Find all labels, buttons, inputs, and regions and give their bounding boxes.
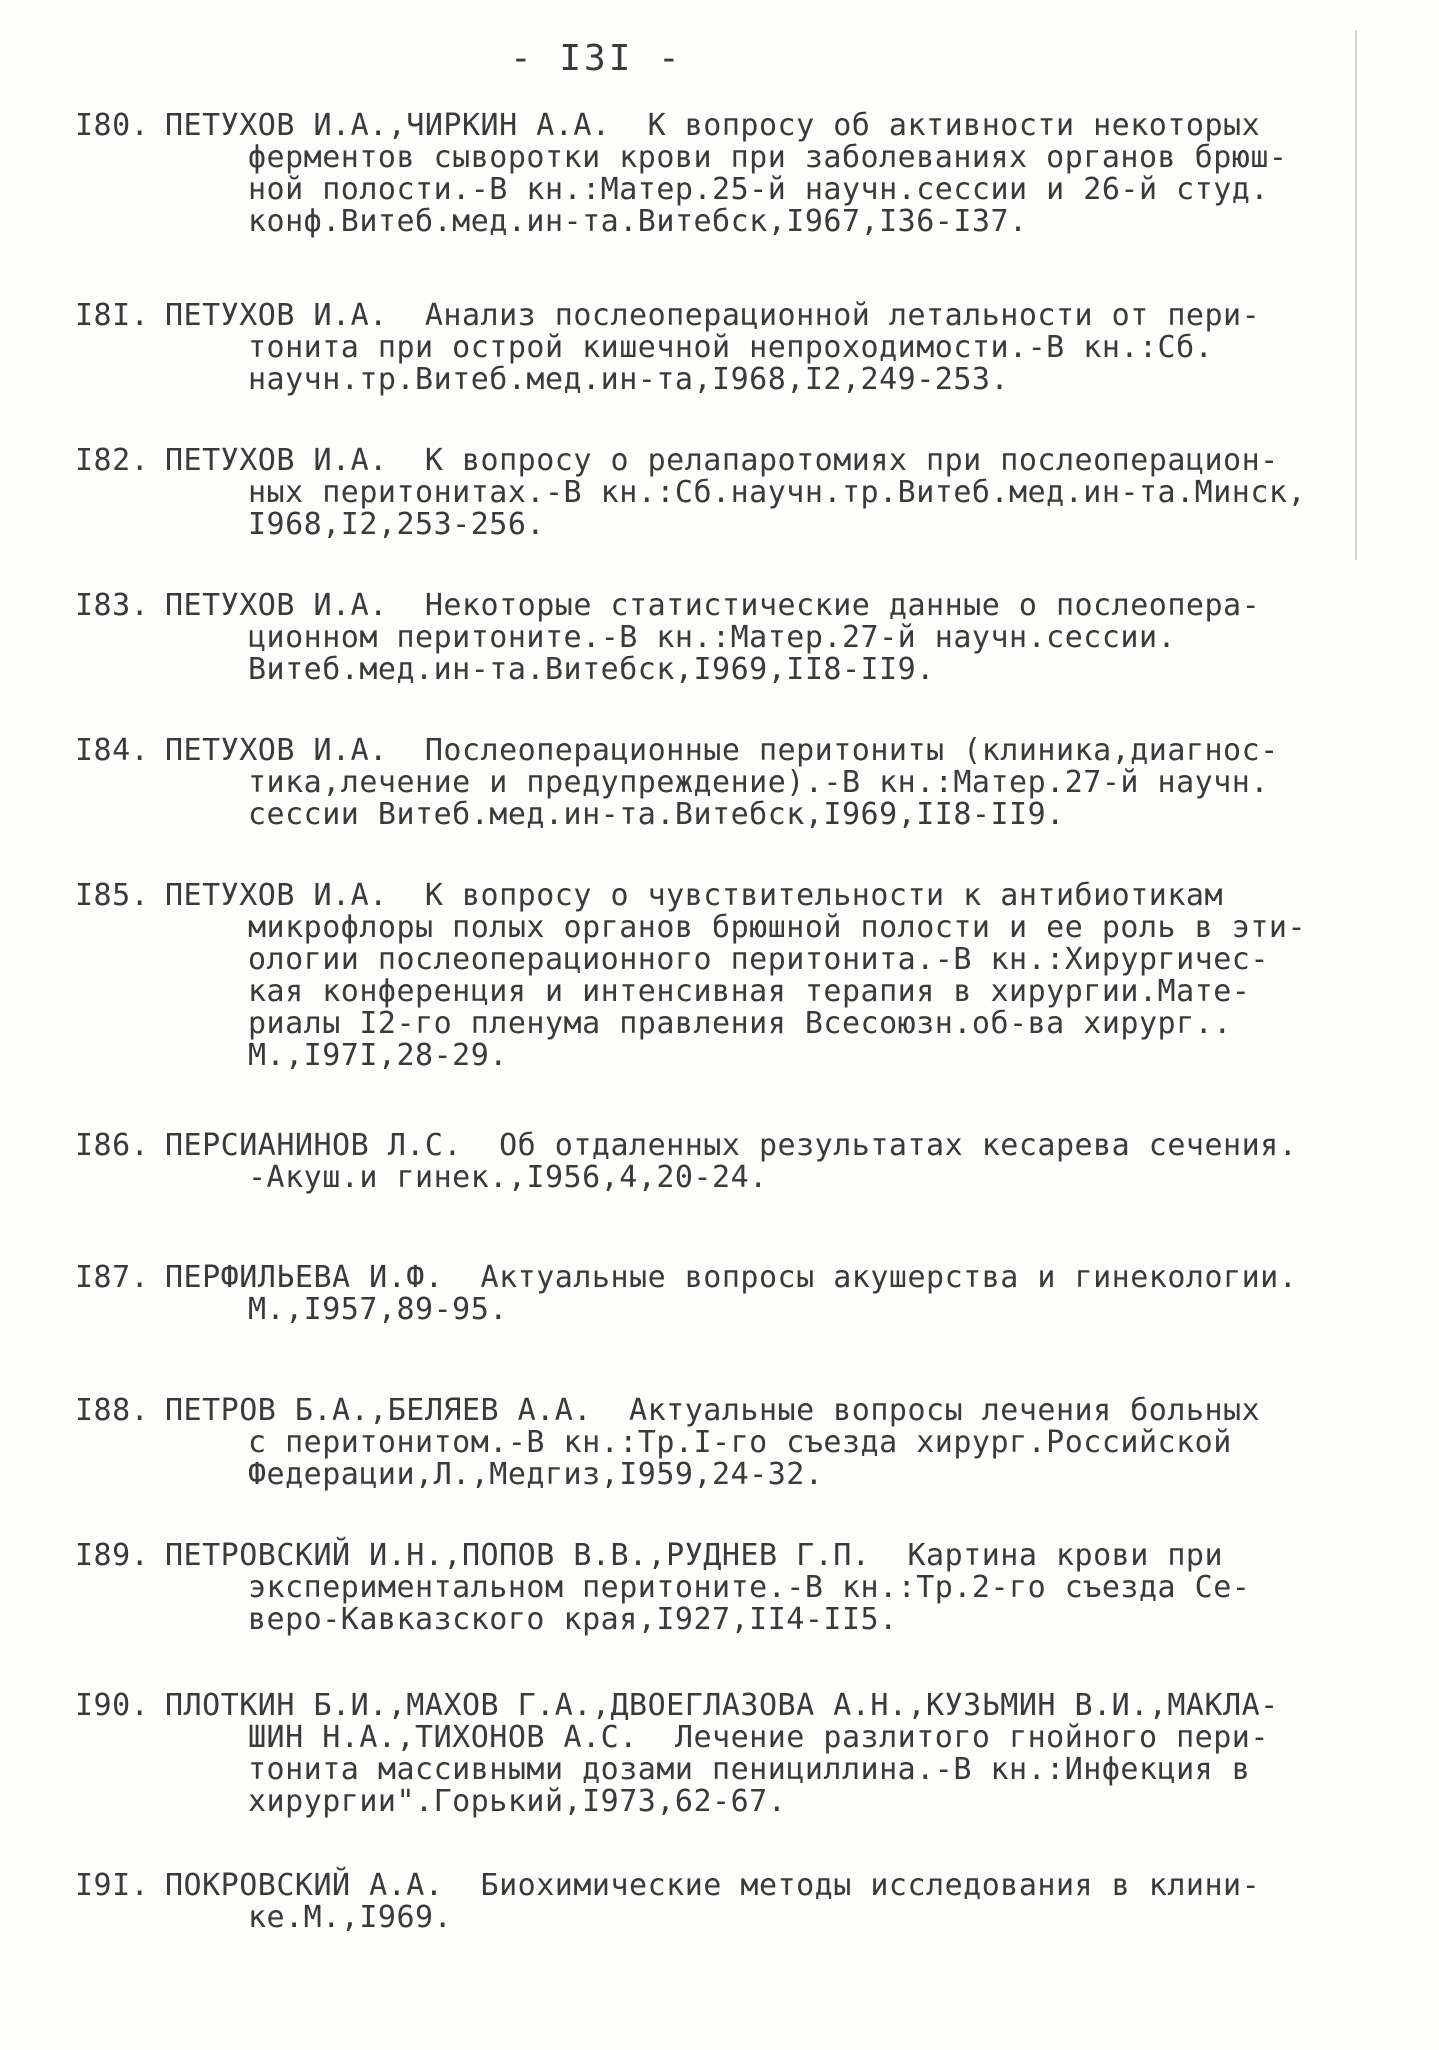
bibliography-entry bbox=[75, 445, 1360, 541]
entry-line: конф.Витеб.мед.ин-та.Витебск,I967,I36-I37. bbox=[248, 204, 1028, 239]
entry-text bbox=[165, 735, 1360, 831]
entry-number: I82. bbox=[75, 443, 150, 478]
entry-line: ке.М.,I969. bbox=[248, 1900, 453, 1935]
entry-line: М.,I97I,28-29. bbox=[248, 1038, 508, 1073]
entry-line: -Акуш.и гинек.,I956,4,20-24. bbox=[248, 1160, 768, 1195]
entry-line: экспериментальном перитоните.-В кн.:Тр.2-го съезда Се- bbox=[248, 1570, 1251, 1605]
entry-line: ПЕТРОВ Б.А.,БЕЛЯЕВ А.А. Актуальные вопросы лечения больных bbox=[165, 1393, 1261, 1428]
entry-line: кая конференция и интенсивная терапия в хирургии.Мате- bbox=[248, 974, 1251, 1009]
entry-text bbox=[165, 110, 1360, 238]
entry-number: I84. bbox=[75, 733, 150, 768]
entry-text bbox=[165, 1395, 1360, 1491]
entry-text bbox=[165, 300, 1360, 396]
entry-line: ШИН Н.А.,ТИХОНОВ А.С. Лечение разлитого гнойного пери- bbox=[248, 1720, 1269, 1755]
entry-line: хирургии".Горький,I973,62-67. bbox=[248, 1784, 787, 1819]
entry-line: тонита при острой кишечной непроходимости.-В кн.:Сб. bbox=[248, 330, 1214, 365]
entry-number: I88. bbox=[75, 1393, 150, 1428]
entry-line: I968,I2,253-256. bbox=[248, 507, 545, 542]
page-number-text: - I3I - bbox=[510, 38, 683, 79]
entry-line: ПЕРСИАНИНОВ Л.С. Об отдаленных результатах кесарева сечения. bbox=[165, 1128, 1298, 1163]
bibliography-entry bbox=[75, 735, 1360, 831]
entry-line: ПЕРФИЛЬЕВА И.Ф. Актуальные вопросы акушерства и гинекологии. bbox=[165, 1260, 1298, 1295]
entry-line: веро-Кавказского края,I927,II4-II5. bbox=[248, 1602, 898, 1637]
entry-text bbox=[165, 1690, 1360, 1818]
entry-line: ПОКРОВСКИЙ А.А. Биохимические методы исследования в клини- bbox=[165, 1868, 1261, 1903]
bibliography-entry bbox=[75, 1870, 1360, 1934]
entry-line: ПЕТУХОВ И.А. Послеоперационные перитониты (клиника,диагнос- bbox=[165, 733, 1279, 768]
entry-line: научн.тр.Витеб.мед.ин-та,I968,I2,249-253. bbox=[248, 362, 1010, 397]
bibliography-entry bbox=[75, 1262, 1360, 1326]
entry-number: I80. bbox=[75, 108, 150, 143]
entry-number: I89. bbox=[75, 1538, 150, 1573]
bibliography-entry bbox=[75, 300, 1360, 396]
entry-line: ПЕТУХОВ И.А. К вопросу о релапаротомиях при послеоперацион- bbox=[165, 443, 1279, 478]
entry-line: ологии послеоперационного перитонита.-В кн.:Хирургичес- bbox=[248, 942, 1269, 977]
entry-line: ной полости.-В кн.:Матер.25-й научн.сессии и 26-й студ. bbox=[248, 172, 1269, 207]
entry-line: ПЕТУХОВ И.А. Анализ послеоперационной летальности от пери- bbox=[165, 298, 1261, 333]
bibliography-entry bbox=[75, 880, 1360, 1072]
entry-number: I87. bbox=[75, 1260, 150, 1295]
entry-number: I86. bbox=[75, 1128, 150, 1163]
bibliography-entry bbox=[75, 110, 1360, 238]
bibliography-entry bbox=[75, 1540, 1360, 1636]
entry-line: микрофлоры полых органов брюшной полости и ее роль в эти- bbox=[248, 910, 1307, 945]
entry-number: I83. bbox=[75, 588, 150, 623]
entry-line: ПЕТУХОВ И.А. К вопросу о чувствительности к антибиотикам bbox=[165, 878, 1224, 913]
entry-line: ПЕТУХОВ И.А. Некоторые статистические данные о послеопера- bbox=[165, 588, 1261, 623]
entry-line: Витеб.мед.ин-та.Витебск,I969,II8-II9. bbox=[248, 652, 935, 687]
entry-line: ПЕТРОВСКИЙ И.Н.,ПОПОВ В.В.,РУДНЕВ Г.П. Картина крови при bbox=[165, 1538, 1224, 1573]
entry-line: ных перитонитах.-В кн.:Сб.научн.тр.Витеб.мед.ин-та.Минск, bbox=[248, 475, 1307, 510]
entry-text bbox=[165, 1130, 1360, 1194]
entry-text bbox=[165, 1540, 1360, 1636]
entry-line: Федерации,Л.,Медгиз,I959,24-32. bbox=[248, 1457, 824, 1492]
entry-line: риалы I2-го пленума правления Всесоюзн.об-ва хирург.. bbox=[248, 1006, 1232, 1041]
bibliography-entry bbox=[75, 1395, 1360, 1491]
entry-line: тонита массивными дозами пенициллина.-В кн.:Инфекция в bbox=[248, 1752, 1251, 1787]
entry-text bbox=[165, 445, 1360, 541]
entry-line: тика,лечение и предупреждение).-В кн.:Матер.27-й научн. bbox=[248, 765, 1269, 800]
entry-number: I9I. bbox=[75, 1868, 150, 1903]
entry-line: М.,I957,89-95. bbox=[248, 1292, 508, 1327]
entry-text bbox=[165, 1870, 1360, 1934]
entry-line: ПЕТУХОВ И.А.,ЧИРКИН А.А. К вопросу об активности некоторых bbox=[165, 108, 1261, 143]
entry-line: ционном перитоните.-В кн.:Матер.27-й научн.сессии. bbox=[248, 620, 1177, 655]
bibliography-entry bbox=[75, 590, 1360, 686]
entry-line: ферментов сыворотки крови при заболеваниях органов брюш- bbox=[248, 140, 1288, 175]
entry-text bbox=[165, 1262, 1360, 1326]
entry-line: с перитонитом.-В кн.:Тр.I-го съезда хирург.Российской bbox=[248, 1425, 1232, 1460]
entry-line: ПЛОТКИН Б.И.,МАХОВ Г.А.,ДВОЕГЛАЗОВА А.Н.,КУЗЬМИН В.И.,МАКЛА- bbox=[165, 1688, 1279, 1723]
entry-number: I90. bbox=[75, 1688, 150, 1723]
bibliography-entry bbox=[75, 1690, 1360, 1818]
entry-text bbox=[165, 590, 1360, 686]
entry-text bbox=[165, 880, 1360, 1072]
entry-number: I8I. bbox=[75, 298, 150, 333]
bibliography-entry bbox=[75, 1130, 1360, 1194]
entry-number: I85. bbox=[75, 878, 150, 913]
entry-line: сессии Витеб.мед.ин-та.Витебск,I969,II8-II9. bbox=[248, 797, 1065, 832]
